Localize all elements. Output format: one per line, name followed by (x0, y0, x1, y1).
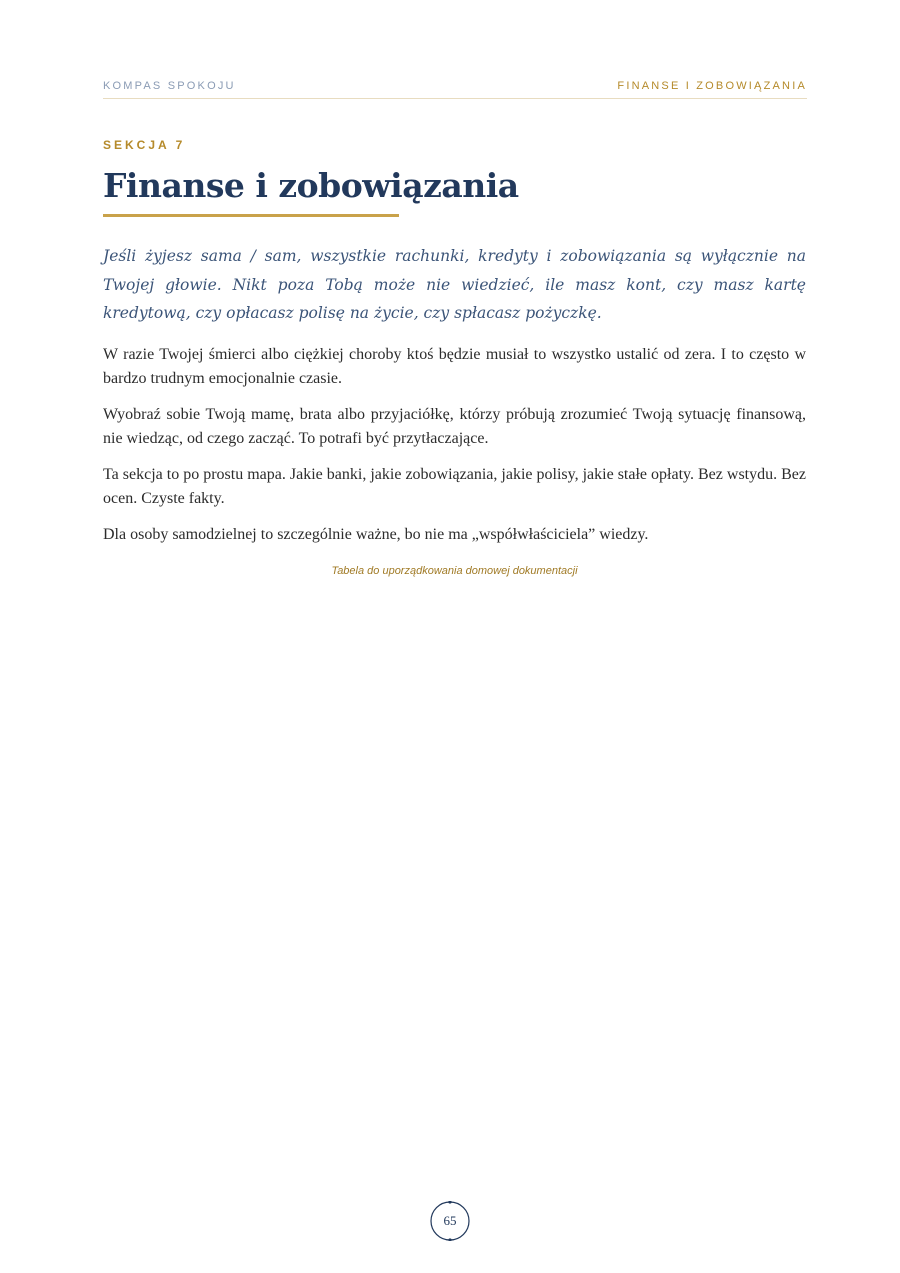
running-header-section: FINANSE I ZOBOWIĄZANIA (617, 80, 807, 92)
body-paragraph: W razie Twojej śmierci albo ciężkiej choroby ktoś będzie musiał to wszystko ustalić od zera. I to często w bardzo trudnym emocjonalnie czasie. (103, 346, 806, 387)
title-underline (103, 214, 399, 217)
page-title: Finanse i zobowiązania (103, 166, 519, 205)
running-header (103, 80, 807, 99)
page-number: 65 (443, 1213, 457, 1228)
table-caption: Tabela do uporządkowania domowej dokumentacji (331, 565, 578, 577)
running-header-publication: KOMPAS SPOKOJU (103, 80, 236, 92)
section-label: SEKCJA 7 (103, 138, 186, 152)
body-paragraph: Dla osoby samodzielnej to szczególnie ważne, bo nie ma „współwłaściciela” wiedzy. (103, 526, 649, 543)
body-paragraph: Wyobraź sobie Twoją mamę, brata albo przyjaciółkę, którzy próbują zrozumieć Twoją sytuację finansową, nie wiedząc, od czego zacząć. To potrafi być przytłaczające. (103, 406, 806, 447)
body-paragraph: Ta sekcja to po prostu mapa. Jakie banki, jakie zobowiązania, jakie polisy, jakie stałe opłaty. Bez wstydu. Bez ocen. Czyste fakty. (103, 466, 806, 507)
page-number-badge (430, 1201, 470, 1241)
body-text (103, 343, 806, 559)
lead-paragraph: Jeśli żyjesz sama / sam, wszystkie rachunki, kredyty i zobowiązania są wyłącznie na Twojej głowie. Nikt poza Tobą może nie wiedzieć, ile masz kont, czy masz kartę kredytową, czy opłacasz polisę na życie, czy spłacasz pożyczkę. (103, 247, 806, 322)
